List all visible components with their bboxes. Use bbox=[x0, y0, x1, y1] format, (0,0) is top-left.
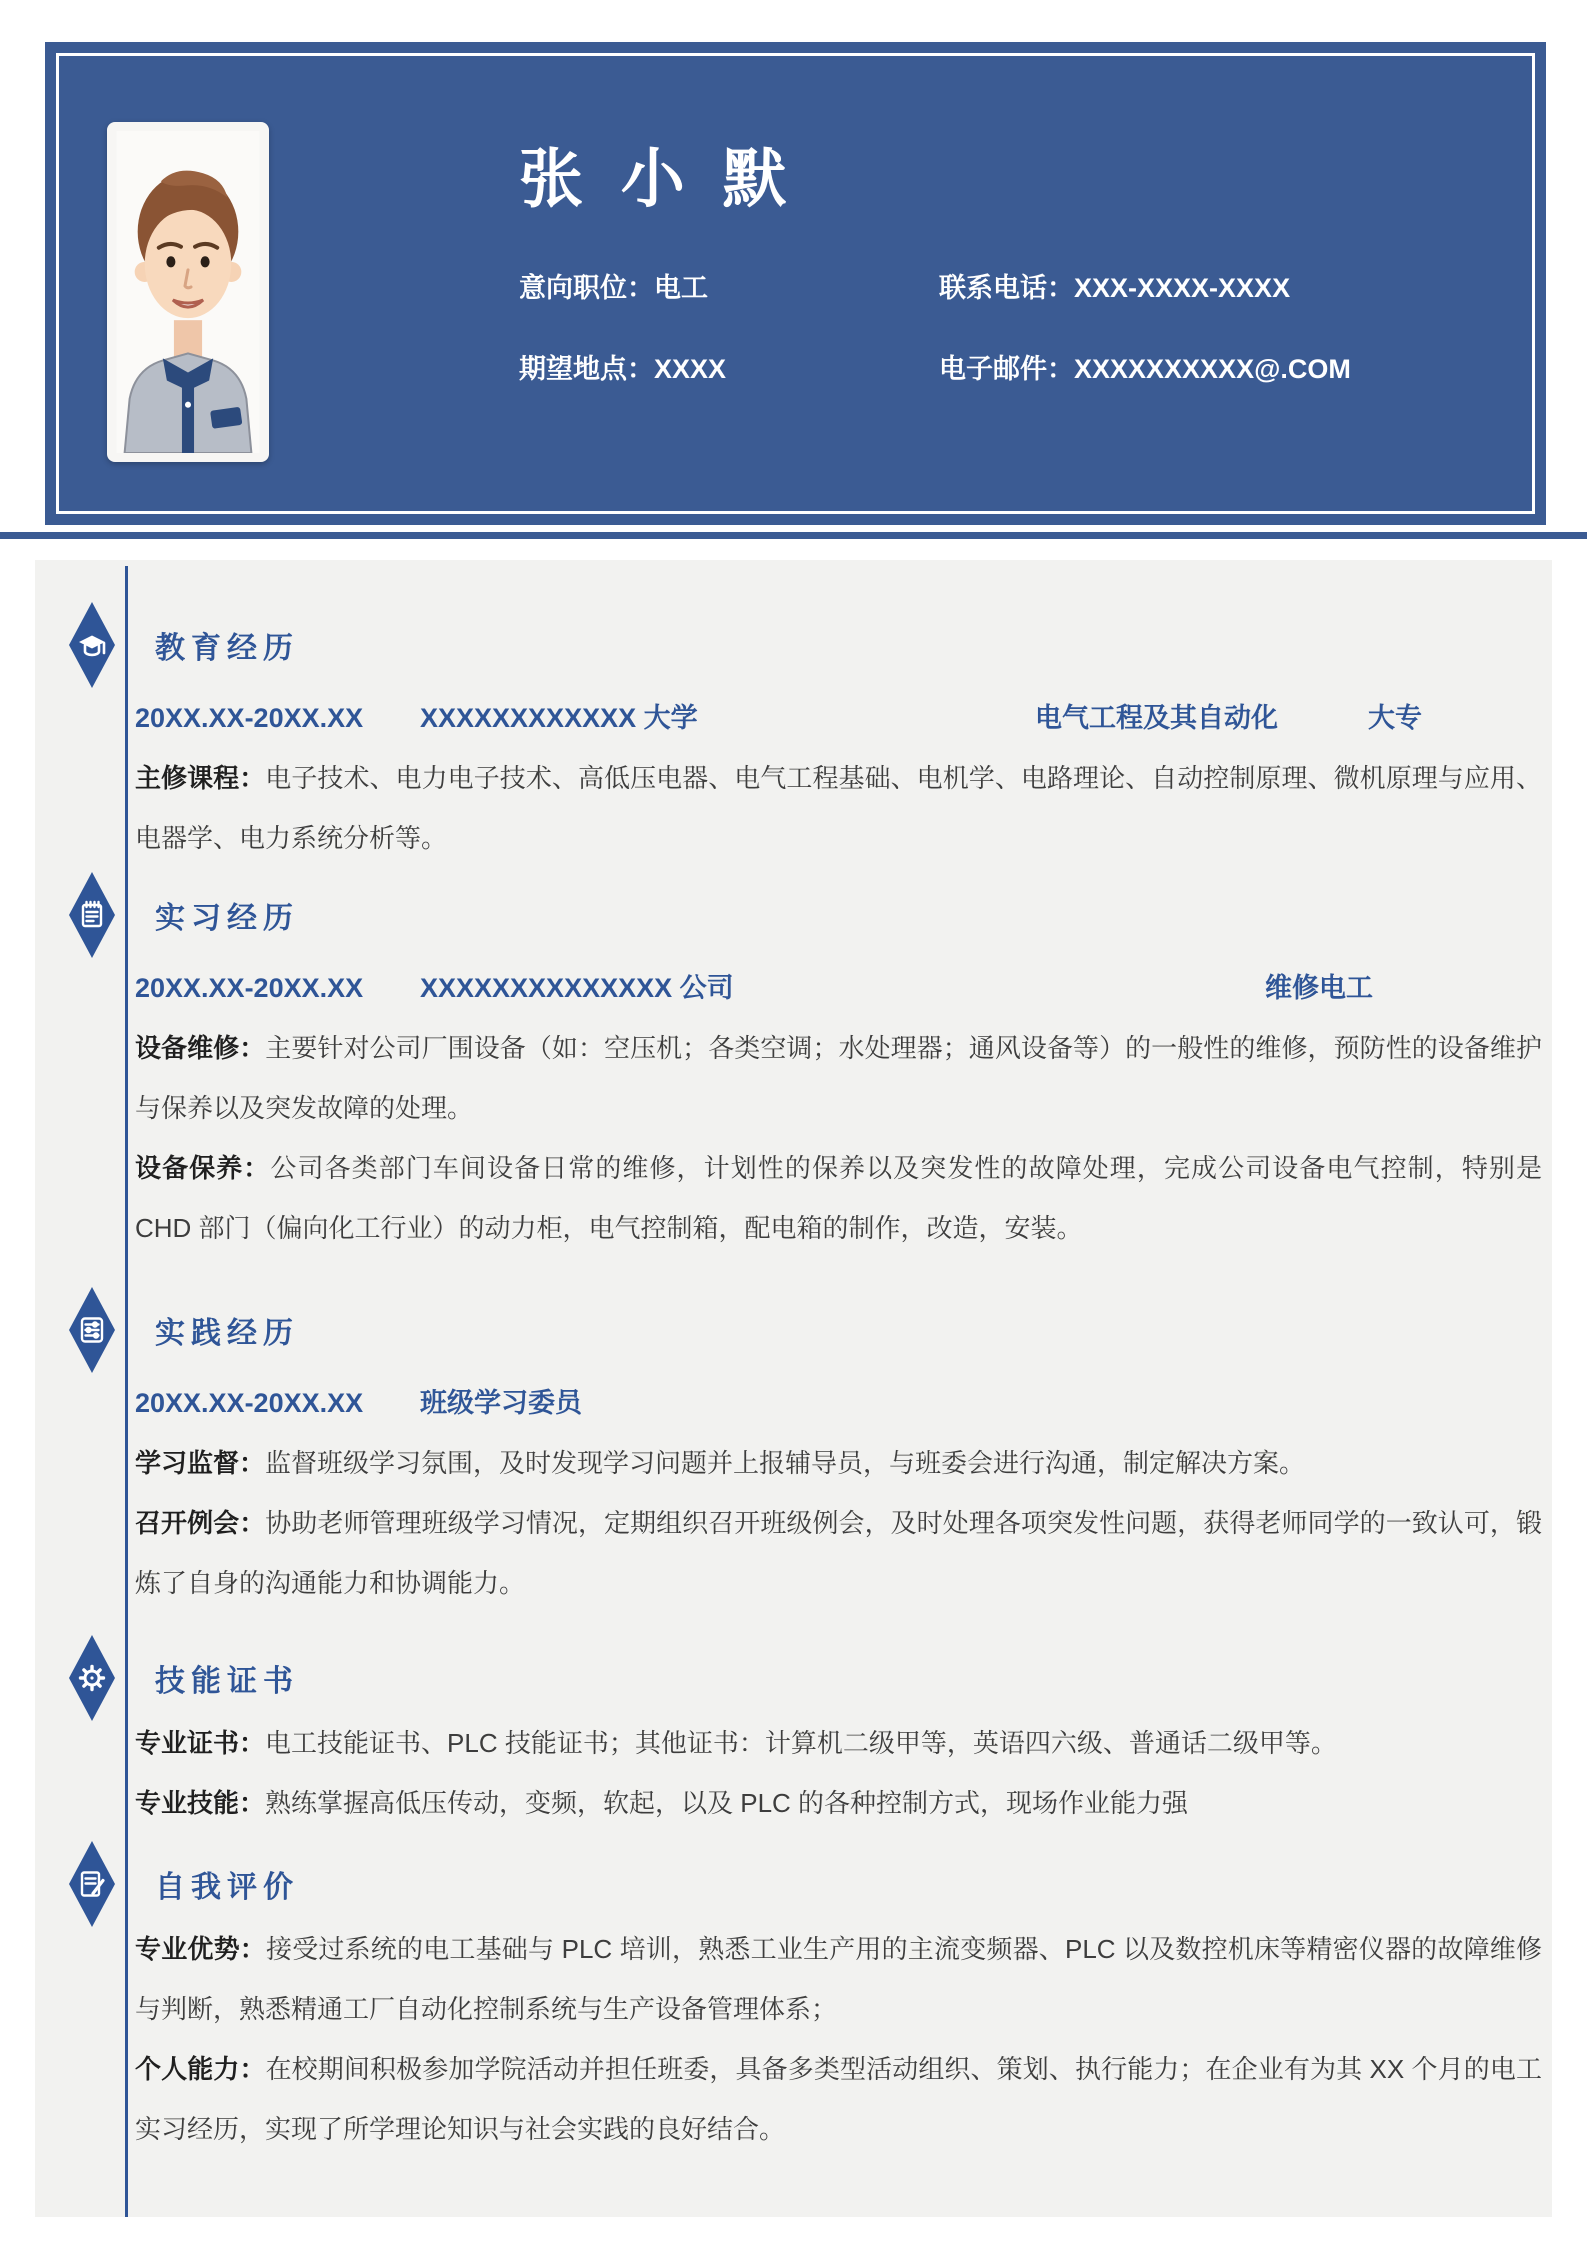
contact-job-intent: 意向职位：电工 bbox=[519, 273, 708, 304]
paragraph: 设备维修：主要针对公司厂围设备（如：空压机；各类空调；水处理器；通风设备等）的一般性的维修，预防性的设备维护与保养以及突发故障的处理。 bbox=[135, 1033, 1542, 1123]
education-paragraphs bbox=[135, 748, 1542, 868]
internship-paragraphs bbox=[135, 1018, 1542, 1258]
section-skills-header bbox=[135, 1643, 1542, 1713]
contact-grid bbox=[519, 266, 1492, 386]
paragraph: 设备保养：公司各类部门车间设备日常的维修，计划性的保养以及突发性的故障处理，完成公司设备电气控制，特别是 CHD 部门（偏向化工行业）的动力柜，电气控制箱，配电箱的制作，改造，安装。 bbox=[135, 1153, 1542, 1243]
education-school: XXXXXXXXXXXX 大学 bbox=[420, 703, 698, 733]
internship-position: 维修电工 bbox=[1265, 973, 1373, 1003]
profile-photo bbox=[107, 122, 269, 462]
education-degree: 大专 bbox=[1368, 703, 1422, 733]
section-title: 技能证书 bbox=[155, 1665, 299, 1698]
paragraph: 个人能力：在校期间积极参加学院活动并担任班委，具备多类型活动组织、策划、执行能力；在企业有为其 XX 个月的电工实习经历，实现了所学理论知识与社会实践的良好结合。 bbox=[135, 2054, 1542, 2144]
education-date: 20XX.XX-20XX.XX bbox=[135, 703, 364, 733]
practice-meta-row bbox=[135, 1373, 1542, 1433]
practice-paragraphs bbox=[135, 1433, 1542, 1613]
section-internship-header bbox=[135, 880, 1542, 950]
contact-email: 电子邮件：XXXXXXXXXX@.COM bbox=[939, 354, 1351, 385]
graduation-cap-icon bbox=[69, 602, 115, 688]
internship-company: XXXXXXXXXXXXXX 公司 bbox=[420, 973, 734, 1003]
section-title: 实践经历 bbox=[155, 1317, 299, 1350]
contact-location: 期望地点：XXXX bbox=[519, 354, 727, 385]
header-text-block bbox=[519, 144, 1492, 386]
paragraph: 专业优势：接受过系统的电工基础与 PLC 培训，熟悉工业生产用的主流变频器、PLC 以及数控机床等精密仪器的故障维修与判断，熟悉精通工厂自动化控制系统与生产设备管理体系； bbox=[135, 1934, 1542, 2024]
document-pen-icon bbox=[69, 1841, 115, 1927]
resume-body bbox=[35, 560, 1552, 2217]
section-practice-header bbox=[135, 1295, 1542, 1365]
section-title: 自我评价 bbox=[155, 1871, 299, 1904]
section-practice bbox=[35, 1295, 1552, 1613]
education-meta-row bbox=[135, 688, 1542, 748]
practice-date: 20XX.XX-20XX.XX bbox=[135, 1388, 364, 1418]
section-skills bbox=[35, 1643, 1552, 1833]
gear-icon bbox=[69, 1635, 115, 1721]
contact-phone: 联系电话：XXX-XXXX-XXXX bbox=[939, 273, 1291, 304]
paragraph: 主修课程：电子技术、电力电子技术、高低压电器、电气工程基础、电机学、电路理论、自动控制原理、微机原理与应用、电器学、电力系统分析等。 bbox=[135, 763, 1542, 853]
cartoon-portrait-illustration bbox=[116, 131, 260, 453]
notepad-icon bbox=[69, 872, 115, 958]
section-title: 实习经历 bbox=[155, 902, 299, 935]
education-major: 电气工程及其自动化 bbox=[1035, 703, 1278, 733]
header-banner-inner-border bbox=[56, 53, 1535, 514]
section-self-evaluation-header bbox=[135, 1849, 1542, 1919]
section-education bbox=[35, 610, 1552, 868]
header-banner bbox=[45, 42, 1546, 525]
practice-role: 班级学习委员 bbox=[420, 1388, 582, 1418]
paragraph: 召开例会：协助老师管理班级学习情况，定期组织召开班级例会，及时处理各项突发性问题，获得老师同学的一致认可，锻炼了自身的沟通能力和协调能力。 bbox=[135, 1508, 1542, 1598]
section-self-evaluation bbox=[35, 1849, 1552, 2159]
section-title: 教育经历 bbox=[155, 632, 299, 665]
internship-date: 20XX.XX-20XX.XX bbox=[135, 973, 364, 1003]
paragraph: 专业技能：熟练掌握高低压传动，变频，软起，以及 PLC 的各种控制方式，现场作业能力强 bbox=[135, 1788, 1189, 1818]
paragraph: 专业证书：电工技能证书、PLC 技能证书；其他证书：计算机二级甲等，英语四六级、普通话二级甲等。 bbox=[135, 1728, 1337, 1758]
section-internship bbox=[35, 880, 1552, 1258]
header-divider-strip bbox=[0, 532, 1587, 539]
self-evaluation-paragraphs bbox=[135, 1919, 1542, 2159]
paragraph: 学习监督：监督班级学习氛围，及时发现学习问题并上报辅导员，与班委会进行沟通，制定解决方案。 bbox=[135, 1448, 1306, 1478]
section-education-header bbox=[135, 610, 1542, 680]
candidate-name: 张 小 默 bbox=[519, 143, 797, 215]
skills-paragraphs bbox=[135, 1713, 1542, 1833]
internship-meta-row bbox=[135, 958, 1542, 1018]
sliders-icon bbox=[69, 1287, 115, 1373]
